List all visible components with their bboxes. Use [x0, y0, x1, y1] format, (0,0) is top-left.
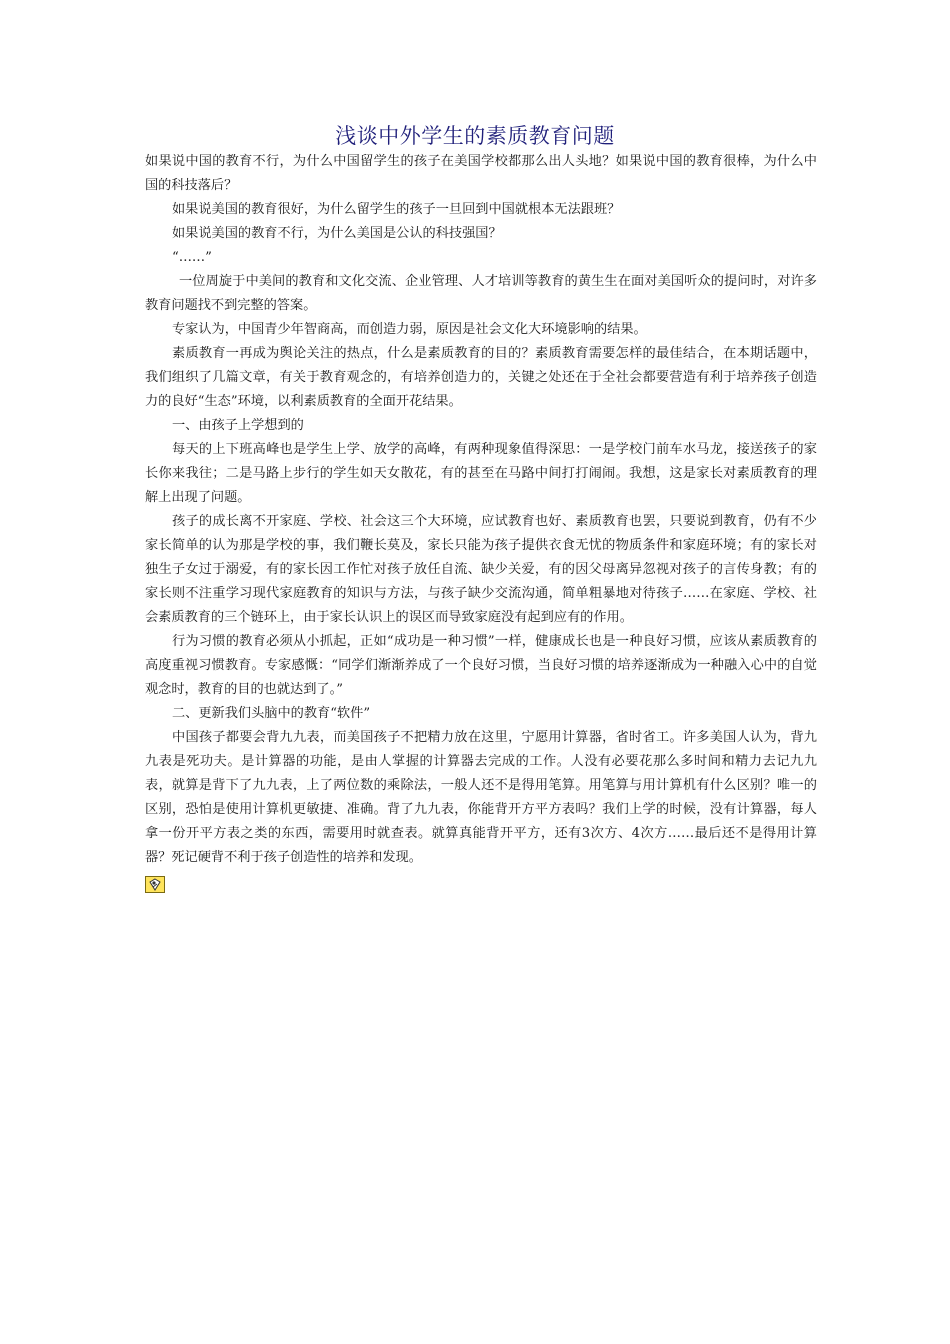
paragraph: 行为习惯的教育必须从小抓起，正如“成功是一种习惯”一样，健康成长也是一种良好习惯，应该从素质教育的高度重视习惯教育。专家感慨：“同学们渐渐养成了一个良好习惯，当良好习惯的培养逐渐成为一种融入心中的自觉观念时，教育的目的也就达到了。”	[145, 634, 817, 697]
paragraph: 如果说美国的教育不行，为什么美国是公认的科技强国？	[172, 226, 502, 241]
paragraph: “……”	[172, 250, 212, 265]
section-heading: 一、由孩子上学想到的	[172, 418, 304, 433]
paragraph: 如果说美国的教育很好，为什么留学生的孩子一旦回到中国就根本无法跟班？	[172, 202, 621, 217]
paragraph: 孩子的成长离不开家庭、学校、社会这三个大环境，应试教育也好、素质教育也罢，只要说到教育，仍有不少家长简单的认为那是学校的事，我们鞭长莫及，家长只能为孩子提供衣食无忧的物质条件和家庭环境；有的家长对独生子女过于溺爱，有的家长因工作忙对孩子放任自流、缺少关爱，有的因父母离异忽视对孩子的言传身教；有的家长则不注重学习现代家庭教育的知识与方法，与孩子缺少交流沟通，简单粗暴地对待孩子……在家庭、学校、社会素质教育的三个链环上，由于家长认识上的误区而导致家庭没有起到应有的作用。	[145, 514, 817, 625]
paragraph: 每天的上下班高峰也是学生上学、放学的高峰，有两种现象值得深思：一是学校门前车水马龙，接送孩子的家长你来我往；二是马路上步行的学生如天女散花，有的甚至在马路中间打打闹闹。我想，这是家长对素质教育的理解上出现了问题。	[145, 442, 817, 505]
embedded-object-glyph	[148, 878, 162, 891]
paragraph: 如果说中国的教育不行，为什么中国留学生的孩子在美国学校都那么出人头地？如果说中国的教育很棒，为什么中国的科技落后？	[145, 154, 817, 193]
paragraph: 一位周旋于中美间的教育和文化交流、企业管理、人才培训等教育的黄生生在面对美国听众的提问时，对许多教育问题找不到完整的答案。	[145, 274, 817, 313]
embedded-object-icon[interactable]	[145, 876, 165, 893]
document-title: 浅谈中外学生的素质教育问题	[335, 124, 615, 148]
document-body	[145, 150, 817, 893]
paragraph: 素质教育一再成为舆论关注的热点，什么是素质教育的目的？素质教育需要怎样的最佳结合，在本期话题中，我们组织了几篇文章，有关于教育观念的，有培养创造力的，关键之处还在于全社会都要营造有利于培养孩子创造力的良好“生态”环境，以利素质教育的全面开花结果。	[145, 346, 817, 409]
paragraph: 专家认为，中国青少年智商高，而创造力弱，原因是社会文化大环境影响的结果。	[172, 322, 647, 337]
paragraph: 中国孩子都要会背九九表，而美国孩子不把精力放在这里，宁愿用计算器，省时省工。许多美国人认为，背九九表是死功夫。是计算器的功能，是由人掌握的计算器去完成的工作。人没有必要花那么多时间和精力去记九九表，就算是背下了九九表，上了两位数的乘除法，一般人还不是得用笔算。用笔算与用计算机有什么区别？唯一的区别，恐怕是使用计算机更敏捷、准确。背了九九表，你能背开方平方表吗？我们上学的时候，没有计算器，每人拿一份开平方表之类的东西，需要用时就查表。就算真能背开平方，还有3次方、4次方……最后还不是得用计算器？死记硬背不利于孩子创造性的培养和发现。	[145, 730, 817, 865]
section-heading: 二、更新我们头脑中的教育“软件”	[172, 706, 371, 721]
